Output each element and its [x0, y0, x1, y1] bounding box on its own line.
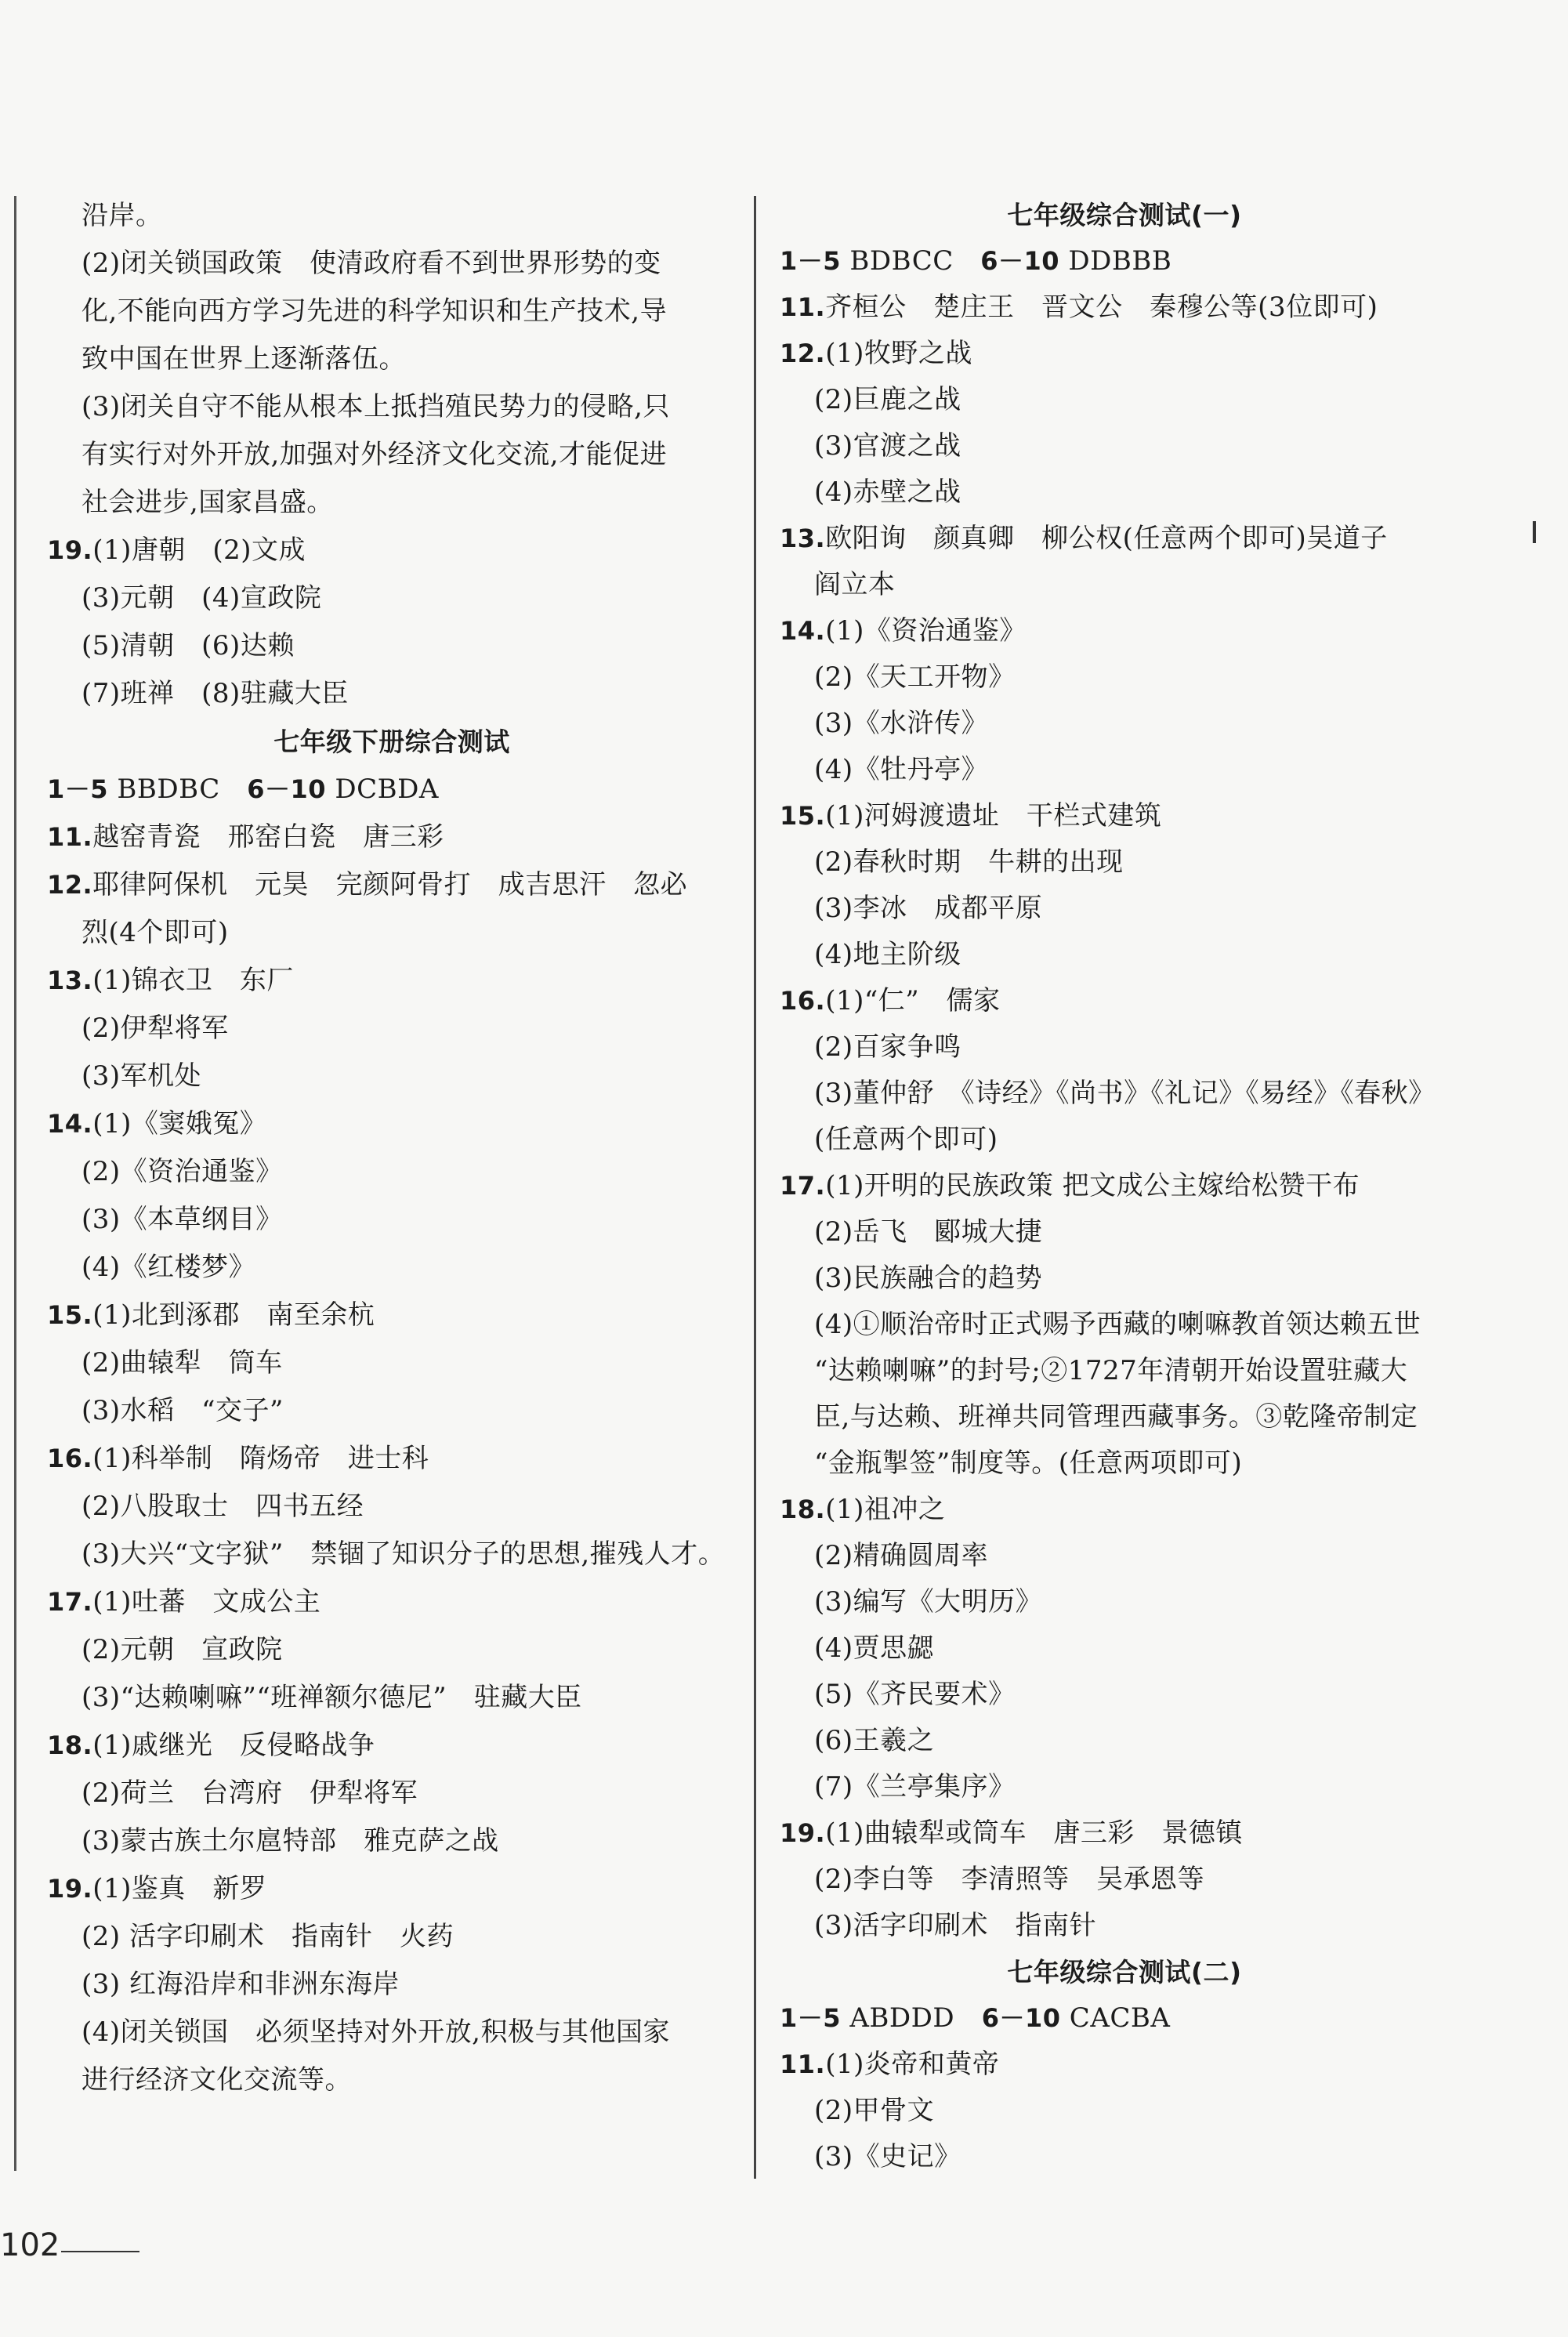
answer-text: (6)王羲之 [814, 1725, 935, 1756]
answer-text: (2)岳飞 郾城大捷 [814, 1216, 1043, 1248]
answer-text: (3)大兴“文字狱” 禁锢了知识分子的思想,摧残人才。 [81, 1538, 726, 1570]
answer-line [780, 1857, 1469, 1903]
answer-text: (2)甲骨文 [814, 2095, 935, 2126]
answer-text: (4)闭关锁国 必须坚持对外开放,积极与其他国家 [81, 2016, 670, 2048]
answer-line [47, 1339, 737, 1387]
answer-line [780, 1533, 1469, 1579]
answer-text: (2)百家争鸣 [814, 1031, 961, 1063]
answer-line [780, 1255, 1469, 1302]
answer-text: (1)开明的民族政策 把文成公主嫁给松赞干布 [825, 1170, 1360, 1201]
question-number: 14. [47, 1109, 93, 1139]
answer-text: 越窑青瓷 邢窑白瓷 唐三彩 [92, 821, 444, 853]
question-number: 19. [47, 1874, 93, 1904]
answer-text: (1)曲辕犁或筒车 唐三彩 景德镇 [825, 1817, 1243, 1849]
answer-text: (1)牧野之战 [825, 338, 972, 369]
answer-line [780, 608, 1469, 654]
question-number: 12. [780, 339, 826, 368]
question-number: 19. [780, 1818, 826, 1848]
answer-line [47, 383, 737, 431]
answer-text: (3)“达赖喇嘛”“班禅额尔德尼” 驻藏大臣 [81, 1682, 582, 1713]
answer-line [47, 479, 737, 527]
answer-text: CACBA [1060, 2002, 1171, 2034]
question-number: 1－5 [47, 774, 109, 804]
answer-line [47, 1196, 737, 1244]
question-number: 6－10 [980, 246, 1060, 276]
answer-line [780, 886, 1469, 932]
answer-line [780, 654, 1469, 701]
question-number: 13. [47, 966, 93, 995]
answer-text: (7)班禅 (8)驻藏大臣 [81, 678, 349, 709]
answer-line [780, 1024, 1469, 1071]
answer-text: (5)《齐民要术》 [814, 1679, 1016, 1710]
answer-line [47, 335, 737, 383]
answer-line [47, 957, 737, 1005]
answer-line [780, 331, 1469, 377]
question-number: 6－10 [247, 774, 327, 804]
answer-text: (任意两个即可) [814, 1124, 998, 1155]
section-heading: 七年级综合测试(一) [1007, 200, 1242, 230]
answer-text: BDBCC [841, 245, 981, 277]
answer-text: 耶律阿保机 元昊 完颜阿骨打 成吉思汗 忽必 [92, 869, 688, 900]
answer-line [47, 1674, 737, 1722]
answer-line [47, 1292, 737, 1339]
answer-line [780, 839, 1469, 886]
answer-line [47, 622, 737, 670]
answer-line [780, 516, 1469, 562]
answer-line [47, 1053, 737, 1100]
answer-text: 有实行对外开放,加强对外经济文化交流,才能促进 [81, 439, 668, 470]
answer-line [780, 1302, 1469, 1348]
answer-line [47, 1148, 737, 1196]
answer-line [780, 1348, 1469, 1394]
answer-line [780, 1764, 1469, 1810]
left-column [47, 192, 737, 2104]
answer-text: (3)《本草纲目》 [81, 1204, 283, 1235]
answer-line [47, 861, 737, 909]
answer-line [780, 1579, 1469, 1625]
answer-text: (3)《史记》 [814, 2141, 961, 2172]
answer-line [780, 1440, 1469, 1487]
answer-text: 齐桓公 楚庄王 晋文公 秦穆公等(3位即可) [825, 292, 1378, 323]
answer-line [780, 377, 1469, 423]
answer-line [47, 766, 737, 813]
answer-line [780, 1718, 1469, 1764]
answer-text: (2)《资治通鉴》 [81, 1156, 283, 1187]
answer-text: (3)李冰 成都平原 [814, 893, 1043, 924]
question-number: 11. [780, 292, 826, 322]
answer-line [47, 1244, 737, 1292]
answer-line [780, 2088, 1469, 2134]
answer-text: (2)荷兰 台湾府 伊犁将军 [81, 1777, 418, 1809]
answer-line [47, 1722, 737, 1770]
question-number: 13. [780, 524, 826, 553]
answer-text: (2)闭关锁国政策 使清政府看不到世界形势的变 [81, 248, 661, 279]
answer-line [47, 1626, 737, 1674]
question-number: 15. [780, 801, 826, 831]
answer-text: (1)唐朝 (2)文成 [92, 534, 306, 566]
answer-line [47, 1531, 737, 1578]
answer-text: (2) 活字印刷术 指南针 火药 [81, 1921, 454, 1952]
answer-text: 社会进步,国家昌盛。 [81, 487, 334, 518]
answer-text: (2)元朝 宣政院 [81, 1634, 283, 1665]
answer-text: (2)《天工开物》 [814, 661, 1016, 693]
answer-text: (1)戚继光 反侵略战争 [92, 1730, 375, 1761]
answer-line [780, 562, 1469, 608]
answer-text: DCBDA [326, 774, 439, 805]
answer-text: 烈(4个即可) [81, 917, 229, 948]
page-number-rule [61, 2251, 139, 2252]
answer-text: (1)炎帝和黄帝 [825, 2049, 1000, 2080]
answer-line [47, 909, 737, 957]
question-number: 16. [780, 986, 826, 1016]
answer-line [47, 288, 737, 335]
answer-text: (1)鉴真 新罗 [92, 1873, 267, 1904]
answer-text: (4)①顺治帝时正式赐予西藏的喇嘛教首领达赖五世 [814, 1309, 1421, 1340]
answer-line [47, 1817, 737, 1865]
answer-text: (4)贾思勰 [814, 1632, 935, 1664]
question-number: 1－5 [780, 246, 842, 276]
answer-line [47, 1865, 737, 1913]
answer-text: (1)《资治通鉴》 [825, 615, 1027, 647]
answer-text: (3)水稻 “交子” [81, 1395, 284, 1426]
answer-text: (3) 红海沿岸和非洲东海岸 [81, 1969, 400, 2000]
answer-line [780, 284, 1469, 331]
section-heading: 七年级综合测试(二) [1007, 1957, 1242, 1987]
answer-line [47, 192, 737, 240]
answer-line [780, 1163, 1469, 1209]
answer-text: BBDBC [108, 774, 248, 805]
answer-text: 化,不能向西方学习先进的科学知识和生产技术,导 [81, 295, 668, 327]
answer-line [47, 1435, 737, 1483]
answer-line [780, 1071, 1469, 1117]
answer-line [780, 701, 1469, 747]
question-number: 17. [47, 1587, 93, 1617]
answer-line [780, 793, 1469, 839]
answer-text: 进行经济文化交流等。 [81, 2064, 352, 2096]
answer-line [780, 2134, 1469, 2180]
answer-text: (1)北到涿郡 南至余杭 [92, 1299, 375, 1331]
answer-line [47, 1483, 737, 1531]
answer-text: (3)《水浒传》 [814, 708, 989, 739]
answer-line [47, 813, 737, 861]
answer-line [47, 1961, 737, 2009]
answer-line [780, 747, 1469, 793]
answer-text: (2)李白等 李清照等 吴承恩等 [814, 1864, 1205, 1895]
answer-text: (7)《兰亭集序》 [814, 1771, 1016, 1803]
answer-line [47, 527, 737, 574]
answer-text: (3)编写《大明历》 [814, 1586, 1043, 1618]
answer-line [47, 670, 737, 718]
answer-text: (1)祖冲之 [825, 1494, 946, 1525]
answer-text: (3)军机处 [81, 1060, 202, 1092]
answer-text: 阎立本 [814, 569, 896, 600]
answer-line [780, 423, 1469, 469]
answer-line [47, 574, 737, 622]
answer-text: (4)赤壁之战 [814, 476, 961, 508]
answer-line [47, 1770, 737, 1817]
page-number: 102 [0, 2227, 60, 2263]
question-number: 11. [47, 822, 93, 852]
answer-text: (5)清朝 (6)达赖 [81, 630, 295, 661]
answer-text: (2)伊犁将军 [81, 1013, 229, 1044]
answer-text: (1)吐蕃 文成公主 [92, 1586, 321, 1618]
answer-line [47, 1005, 737, 1053]
section-heading: 七年级下册综合测试 [273, 726, 510, 757]
answer-text: (2)巨鹿之战 [814, 384, 961, 415]
answer-text: (1)锦衣卫 东厂 [92, 965, 294, 996]
answer-text: “金瓶掣签”制度等。(任意两项即可) [814, 1447, 1243, 1479]
answer-text: (3)闭关自守不能从根本上抵挡殖民势力的侵略,只 [81, 391, 670, 422]
answer-text: 致中国在世界上逐渐落伍。 [81, 343, 406, 375]
answer-text: (4)《牡丹亭》 [814, 754, 989, 785]
answer-line [780, 1903, 1469, 1949]
column-divider [754, 196, 756, 2179]
question-number: 11. [780, 2049, 826, 2079]
answer-text: (2)精确圆周率 [814, 1540, 989, 1571]
answer-line [780, 1672, 1469, 1718]
answer-text: 欧阳询 颜真卿 柳公权(任意两个即可)吴道子 [825, 523, 1388, 554]
answer-text: ABDDD [841, 2002, 982, 2034]
answer-line [47, 1913, 737, 1961]
right-column [780, 192, 1469, 2180]
answer-line [780, 978, 1469, 1024]
answer-text: (3)蒙古族土尔扈特部 雅克萨之战 [81, 1825, 499, 1857]
answer-text: “达赖喇嘛”的封号;②1727年清朝开始设置驻藏大 [814, 1355, 1408, 1386]
answer-text: (2)春秋时期 牛耕的出现 [814, 846, 1124, 878]
question-number: 17. [780, 1171, 826, 1201]
answer-line [780, 469, 1469, 516]
question-number: 18. [780, 1495, 826, 1524]
answer-line [780, 1625, 1469, 1672]
answer-text: DDBBB [1059, 245, 1172, 277]
answer-text: (4)《红楼梦》 [81, 1252, 256, 1283]
question-number: 6－10 [981, 2003, 1061, 2033]
answer-line [780, 1394, 1469, 1440]
question-number: 18. [47, 1730, 93, 1760]
question-number: 16. [47, 1444, 93, 1473]
answer-line [780, 1209, 1469, 1255]
question-number: 14. [780, 616, 826, 646]
answer-text: (1)《窦娥冤》 [92, 1108, 267, 1140]
answer-line [47, 1578, 737, 1626]
answer-text: 臣,与达赖、班禅共同管理西藏事务。③乾隆帝制定 [814, 1401, 1418, 1433]
answer-line [47, 1100, 737, 1148]
answer-line [780, 1995, 1469, 2042]
answer-text: (4)地主阶级 [814, 939, 961, 970]
answer-text: (2)曲辕犁 筒车 [81, 1347, 283, 1379]
answer-text: (1)河姆渡遗址 干栏式建筑 [825, 800, 1162, 832]
answer-text: (2)八股取士 四书五经 [81, 1491, 364, 1522]
answer-line [47, 2056, 737, 2104]
answer-text: (3)董仲舒 《诗经》《尚书》《礼记》《易经》《春秋》 [814, 1078, 1436, 1109]
answer-line [47, 2009, 737, 2056]
answer-text: 沿岸。 [81, 200, 163, 231]
question-number: 15. [47, 1300, 93, 1330]
answer-text: (3)民族融合的趋势 [814, 1263, 1043, 1294]
answer-line [780, 2042, 1469, 2088]
answer-line [47, 240, 737, 288]
answer-line [47, 431, 737, 479]
answer-line [780, 1487, 1469, 1533]
question-number: 19. [47, 535, 93, 565]
answer-text: (3)活字印刷术 指南针 [814, 1910, 1097, 1941]
question-number: 12. [47, 870, 93, 900]
answer-line [780, 932, 1469, 978]
answer-text: (3)元朝 (4)宣政院 [81, 582, 322, 614]
edge-mark [1533, 521, 1536, 543]
question-number: 1－5 [780, 2003, 842, 2033]
answer-line [780, 1117, 1469, 1163]
answer-line [780, 1810, 1469, 1857]
answer-text: (3)官渡之战 [814, 430, 961, 462]
answer-text: (1)科举制 隋炀帝 进士科 [92, 1443, 429, 1474]
answer-text: (1)“仁” 儒家 [825, 985, 1001, 1016]
answer-line [47, 1387, 737, 1435]
answer-line [780, 238, 1469, 284]
page-edge-line [14, 196, 16, 2171]
